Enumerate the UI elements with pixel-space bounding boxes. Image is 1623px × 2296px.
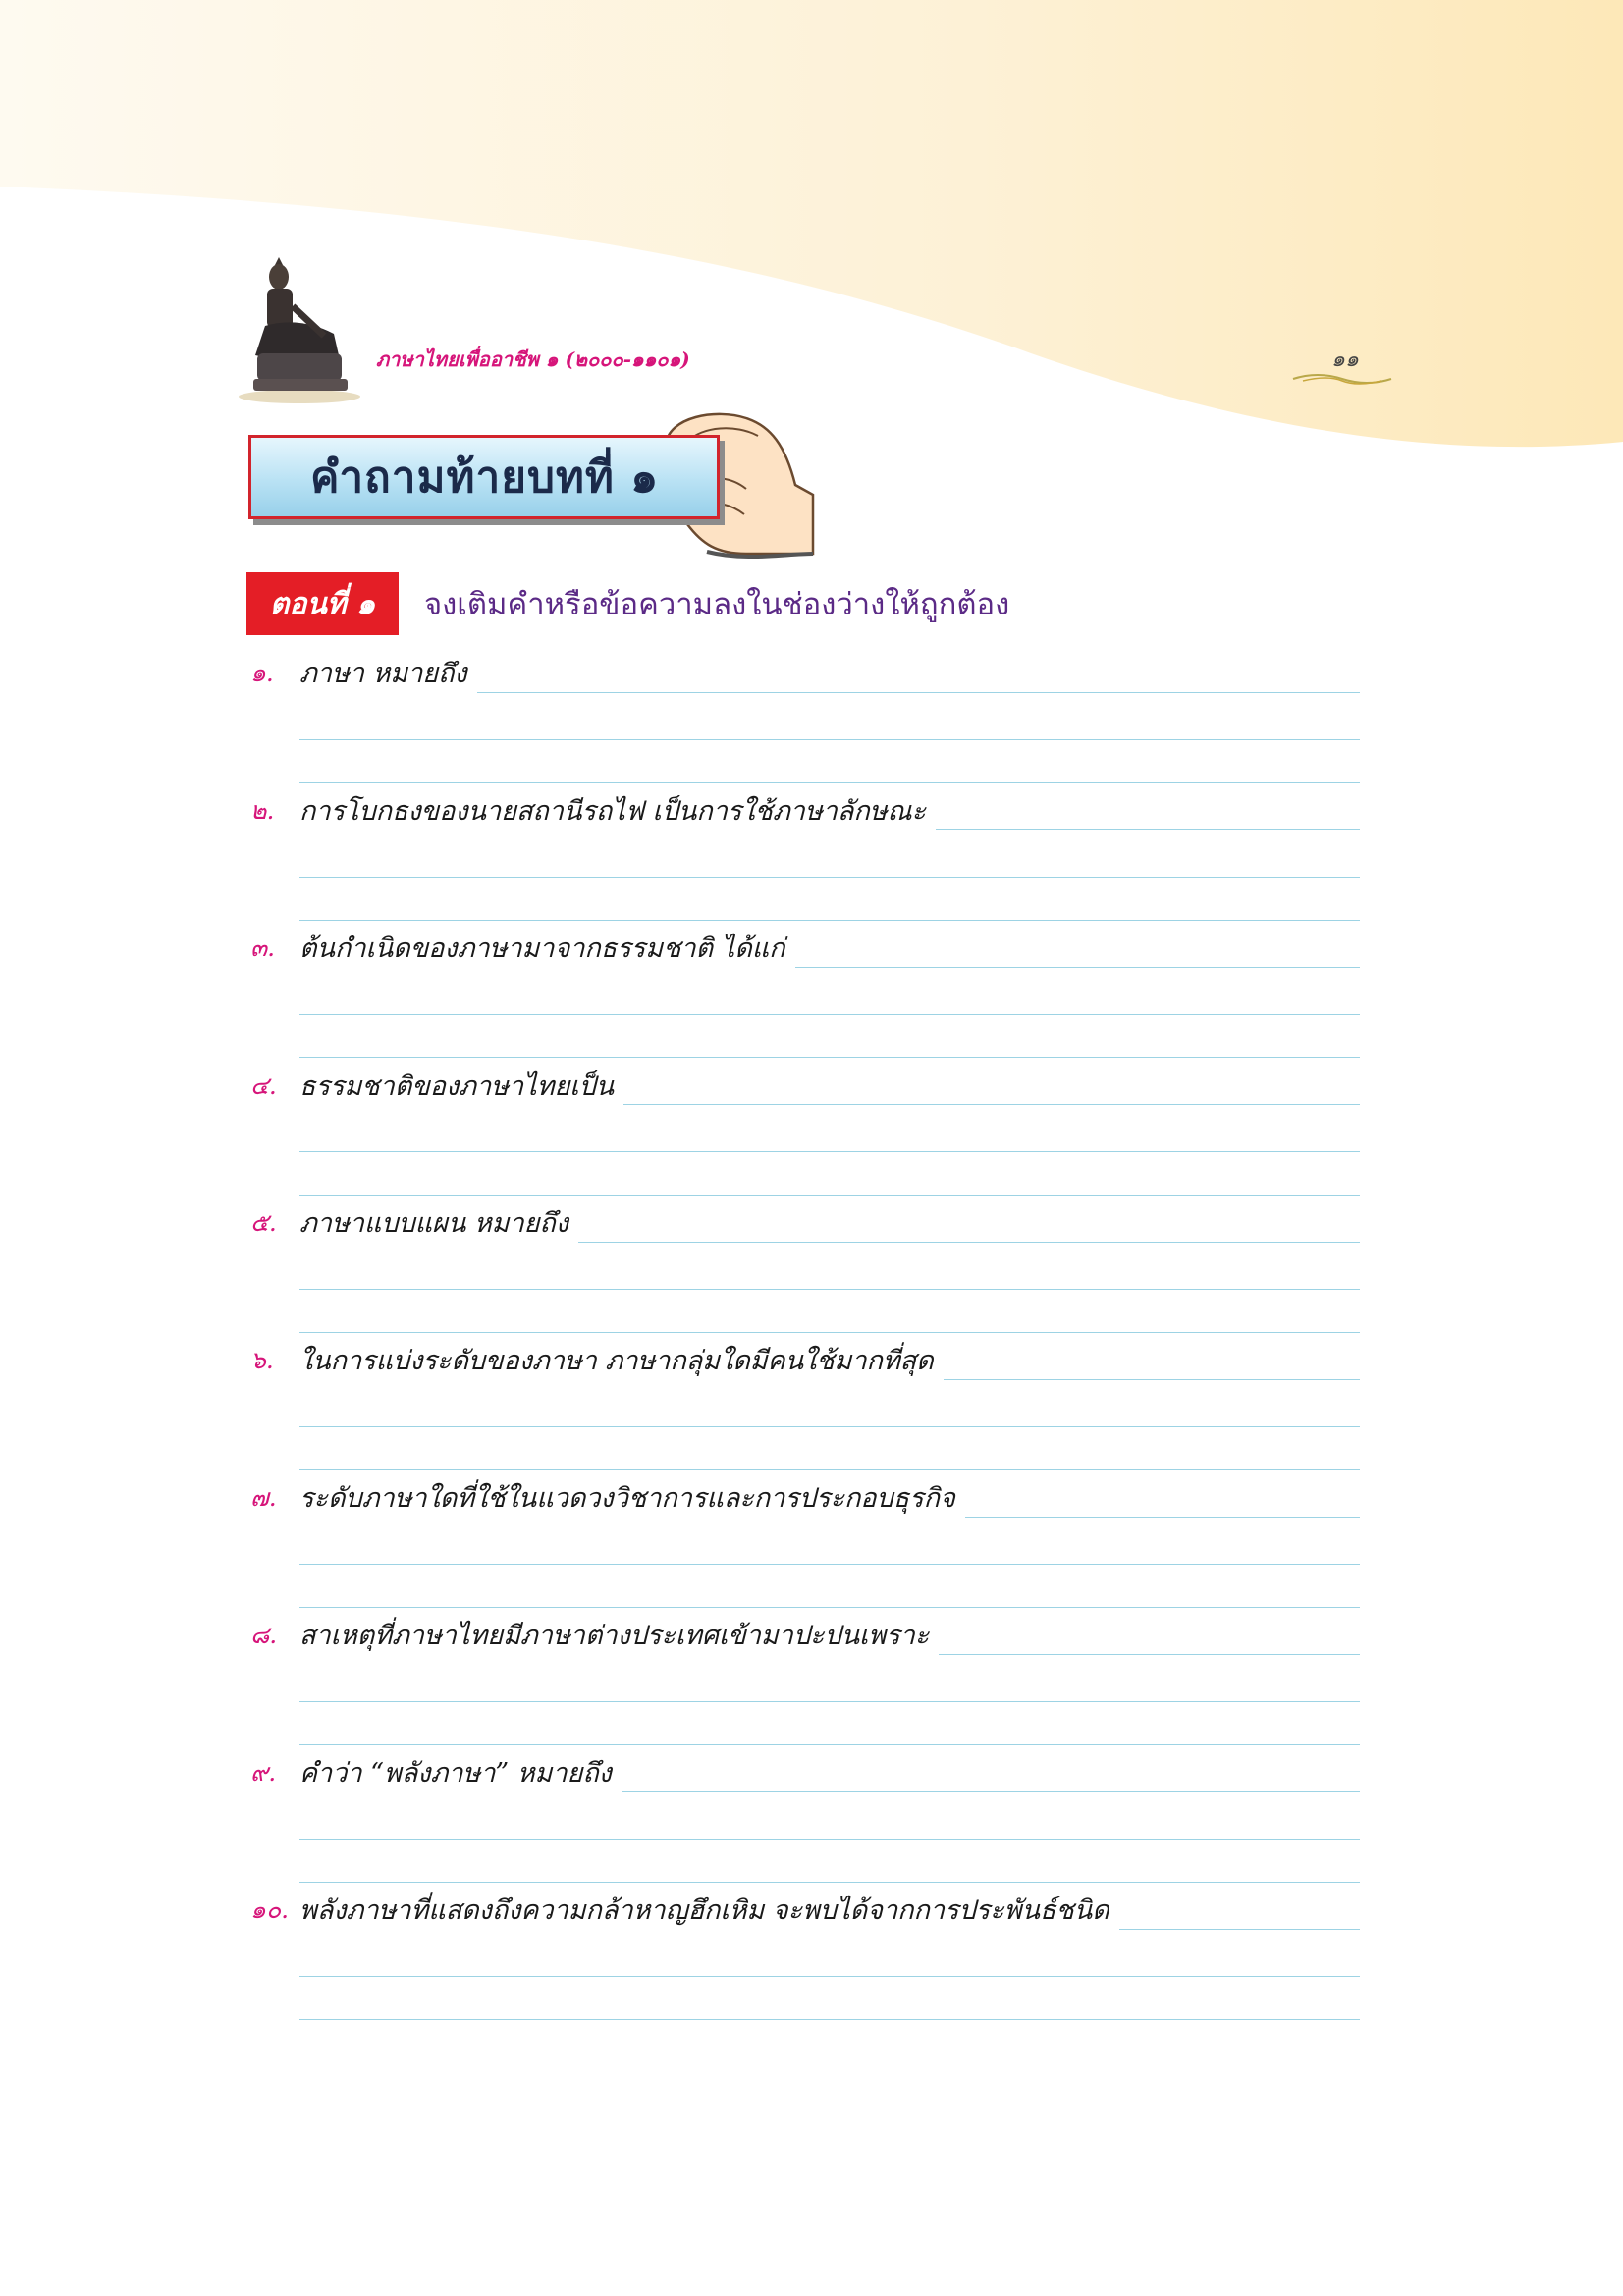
question-text: ภาษา หมายถึง bbox=[299, 659, 467, 689]
question-text: การโบกธงของนายสถานีรถไฟ เป็นการใช้ภาษาลักษณะ bbox=[299, 796, 927, 827]
answer-line[interactable] bbox=[299, 834, 1360, 878]
answer-line[interactable] bbox=[1119, 1928, 1360, 1930]
answer-line[interactable] bbox=[299, 1247, 1360, 1290]
question-text: ในการแบ่งระดับของภาษา ภาษากลุ่มใดมีคนใช้มากที่สุด bbox=[299, 1346, 934, 1376]
part-instruction: จงเติมคำหรือข้อความลงในช่องว่างให้ถูกต้อง bbox=[424, 587, 1010, 622]
answer-line[interactable] bbox=[477, 691, 1360, 693]
question-6 bbox=[250, 1339, 1360, 1470]
question-text: ธรรมชาติของภาษาไทยเป็น bbox=[299, 1071, 615, 1101]
question-1 bbox=[250, 652, 1360, 783]
answer-line[interactable] bbox=[299, 1934, 1360, 1977]
answer-line[interactable] bbox=[299, 1152, 1360, 1196]
answer-line[interactable] bbox=[299, 1290, 1360, 1333]
question-3 bbox=[250, 927, 1360, 1058]
answer-line[interactable] bbox=[299, 1977, 1360, 2020]
question-text: ภาษาแบบแผน หมายถึง bbox=[299, 1208, 568, 1239]
answer-line[interactable] bbox=[299, 1015, 1360, 1058]
question-number: ๕. bbox=[250, 1208, 277, 1237]
question-text: พลังภาษาที่แสดงถึงความกล้าหาญฮึกเหิม จะพบได้จากการประพันธ์ชนิด bbox=[299, 1896, 1109, 1926]
question-number: ๘. bbox=[250, 1621, 278, 1649]
answer-line[interactable] bbox=[299, 1565, 1360, 1608]
question-number: ๑. bbox=[250, 659, 274, 687]
answer-line[interactable] bbox=[299, 697, 1360, 740]
question-2 bbox=[250, 789, 1360, 921]
answer-line[interactable] bbox=[622, 1790, 1360, 1792]
answer-line[interactable] bbox=[299, 1109, 1360, 1152]
part-badge: ตอนที่ ๑ bbox=[246, 572, 399, 635]
chapter-title: คำถามท้ายบทที่ ๑ bbox=[310, 453, 660, 503]
question-text: คำว่า “พลังภาษา” หมายถึง bbox=[299, 1758, 612, 1789]
buddha-statue-image bbox=[236, 257, 363, 404]
answer-line[interactable] bbox=[936, 828, 1360, 830]
answer-line[interactable] bbox=[299, 1702, 1360, 1745]
page-number: ๑๑ bbox=[1331, 347, 1359, 372]
question-number: ๒. bbox=[250, 796, 275, 825]
running-header-title: ภาษาไทยเพื่ออาชีพ ๑ (๒๐๐๐-๑๑๐๑) bbox=[376, 347, 690, 371]
answer-line[interactable] bbox=[578, 1241, 1360, 1243]
question-5 bbox=[250, 1201, 1360, 1333]
answer-line[interactable] bbox=[623, 1103, 1360, 1105]
answer-line[interactable] bbox=[299, 1840, 1360, 1883]
answer-line[interactable] bbox=[299, 1659, 1360, 1702]
question-10 bbox=[250, 1889, 1360, 2020]
question-7 bbox=[250, 1476, 1360, 1608]
question-text: ต้นกำเนิดของภาษามาจากธรรมชาติ ได้แก่ bbox=[299, 934, 785, 964]
question-number: ๓. bbox=[250, 934, 276, 962]
answer-line[interactable] bbox=[299, 1384, 1360, 1427]
question-text: ระดับภาษาใดที่ใช้ในแวดวงวิชาการและการประกอบธุรกิจ bbox=[299, 1483, 955, 1514]
answer-line[interactable] bbox=[299, 1427, 1360, 1470]
question-number: ๔. bbox=[250, 1071, 277, 1099]
question-number: ๑๐. bbox=[250, 1896, 290, 1924]
answer-line[interactable] bbox=[299, 972, 1360, 1015]
answer-line[interactable] bbox=[299, 1522, 1360, 1565]
answer-line[interactable] bbox=[795, 966, 1360, 968]
page-number-ornament bbox=[1288, 371, 1396, 387]
question-text: สาเหตุที่ภาษาไทยมีภาษาต่างประเทศเข้ามาปะปนเพราะ bbox=[299, 1621, 930, 1651]
answer-line[interactable] bbox=[944, 1378, 1360, 1380]
question-9 bbox=[250, 1751, 1360, 1883]
answer-line[interactable] bbox=[299, 878, 1360, 921]
answer-line[interactable] bbox=[965, 1516, 1360, 1518]
question-number: ๗. bbox=[250, 1483, 277, 1512]
question-number: ๖. bbox=[250, 1346, 274, 1374]
question-8 bbox=[250, 1614, 1360, 1745]
question-4 bbox=[250, 1064, 1360, 1196]
answer-line[interactable] bbox=[299, 740, 1360, 783]
answer-line[interactable] bbox=[299, 1796, 1360, 1840]
question-number: ๙. bbox=[250, 1758, 277, 1787]
answer-line[interactable] bbox=[939, 1653, 1360, 1655]
chapter-title-box bbox=[248, 435, 720, 519]
